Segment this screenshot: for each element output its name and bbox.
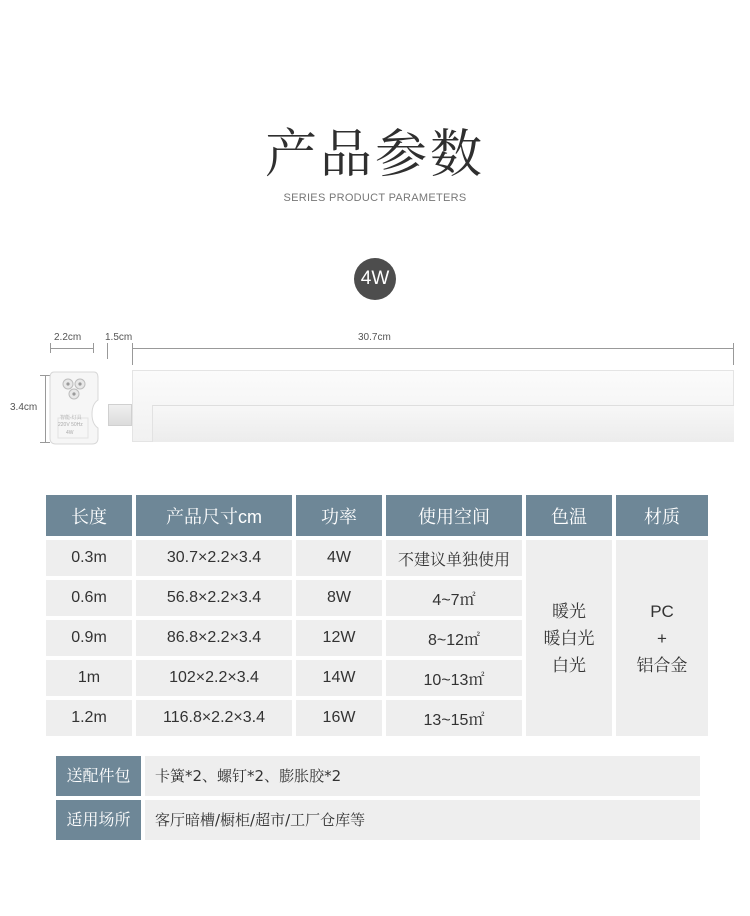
- cell-power: 8W: [296, 580, 382, 616]
- accessories-value: 卡簧*2、螺钉*2、膨胀胶*2: [145, 756, 700, 796]
- page-title: 产品参数: [264, 125, 485, 185]
- cell-length: 0.3m: [46, 540, 132, 576]
- length-dimension-label: 30.7cm: [358, 332, 391, 343]
- cell-space: 8~12㎡: [386, 620, 522, 656]
- header-size: 产品尺寸cm: [136, 495, 292, 536]
- end-dimension-tick-right: [132, 343, 133, 365]
- material-pc: PC: [650, 601, 674, 621]
- cell-power: 12W: [296, 620, 382, 656]
- wattage-badge: 4W: [354, 258, 396, 300]
- end-cap-image: [48, 370, 100, 446]
- color-temp-warm-white: 暖白光: [543, 628, 595, 648]
- end-cap-text-3: 4W: [66, 430, 74, 436]
- height-dimension-line: [45, 375, 46, 443]
- application-row: [56, 800, 700, 840]
- material-plus: +: [657, 628, 667, 648]
- cell-power: 4W: [296, 540, 382, 576]
- color-temp-warm: 暖光: [552, 601, 586, 621]
- width-dimension-label: 2.2cm: [54, 332, 82, 343]
- cell-length: 1m: [46, 660, 132, 696]
- header-material: 材质: [616, 495, 708, 536]
- width-dimension-line: [50, 348, 93, 349]
- cell-color-temp: [526, 540, 612, 736]
- color-temp-white: 白光: [552, 655, 586, 675]
- width-dimension-tick-right: [93, 343, 94, 353]
- application-value: 客厅暗槽/橱柜/超市/工厂仓库等: [145, 800, 700, 840]
- spec-table: [42, 491, 712, 740]
- cell-space: 不建议单独使用: [386, 540, 522, 576]
- end-dimension-label: 1.5cm: [105, 332, 133, 343]
- cell-length: 0.9m: [46, 620, 132, 656]
- width-dimension-tick-left: [50, 343, 51, 353]
- header-length: 长度: [46, 495, 132, 536]
- cell-size: 102×2.2×3.4: [136, 660, 292, 696]
- header-power: 功率: [296, 495, 382, 536]
- cell-power: 16W: [296, 700, 382, 736]
- cell-space: 4~7㎡: [386, 580, 522, 616]
- cell-power: 14W: [296, 660, 382, 696]
- material-alloy: 铝合金: [636, 655, 688, 675]
- height-dimension-label: 3.4cm: [10, 402, 38, 413]
- cell-size: 56.8×2.2×3.4: [136, 580, 292, 616]
- end-cap-text-1: 智能·灯具: [60, 415, 82, 421]
- cell-length: 0.6m: [46, 580, 132, 616]
- page-subtitle: SERIES PRODUCT PARAMETERS: [283, 192, 467, 204]
- accessories-row: [56, 756, 700, 796]
- light-fixture-diffuser: [152, 405, 734, 442]
- header-space: 使用空间: [386, 495, 522, 536]
- cell-material: [616, 540, 708, 736]
- length-dimension-tick-right: [733, 343, 734, 365]
- fixture-connector: [108, 404, 132, 426]
- accessories-label: 送配件包: [56, 756, 141, 796]
- cell-space: 13~15㎡: [386, 700, 522, 736]
- length-dimension-line: [132, 348, 734, 349]
- cell-length: 1.2m: [46, 700, 132, 736]
- cell-size: 30.7×2.2×3.4: [136, 540, 292, 576]
- header-color-temp: 色温: [526, 495, 612, 536]
- end-cap-text-2: 220V 50Hz: [58, 422, 83, 428]
- application-label: 适用场所: [56, 800, 141, 840]
- end-dimension-tick-left: [107, 343, 108, 359]
- table-row: [46, 540, 708, 576]
- cell-size: 116.8×2.2×3.4: [136, 700, 292, 736]
- cell-size: 86.8×2.2×3.4: [136, 620, 292, 656]
- spec-table-header-row: [46, 495, 708, 536]
- cell-space: 10~13㎡: [386, 660, 522, 696]
